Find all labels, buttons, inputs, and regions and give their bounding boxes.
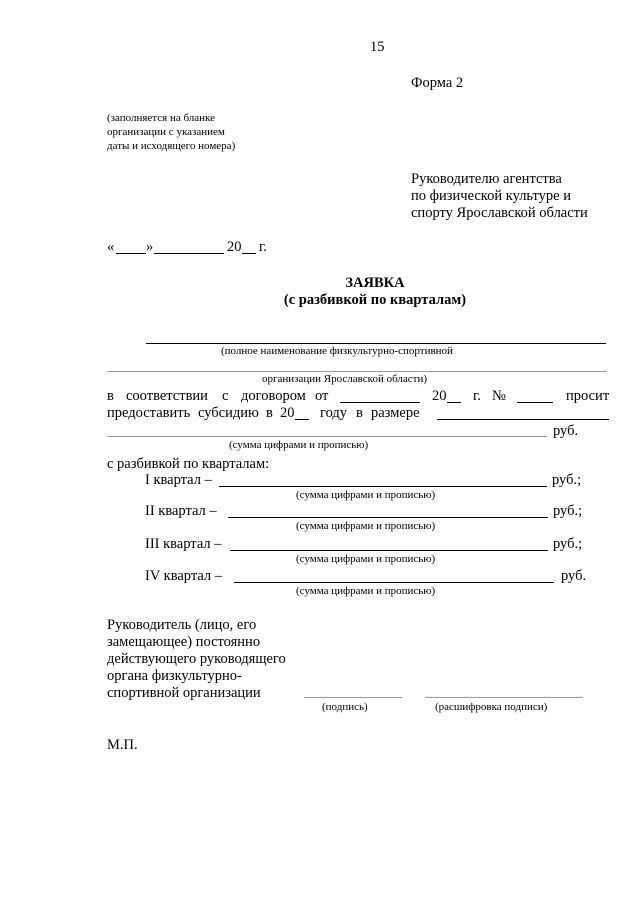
document-subtitle: (с разбивкой по кварталам) <box>283 292 467 308</box>
body-word: соответствии <box>126 388 208 404</box>
contract-number-field[interactable] <box>517 402 553 403</box>
recipient-line: спорту Ярославской области <box>411 205 588 221</box>
sum-caption: (сумма цифрами и прописью) <box>229 439 369 451</box>
body-word: от <box>315 388 329 404</box>
recipient-line: по физической культуре и <box>411 188 571 204</box>
quarter-amount-field[interactable] <box>230 550 548 551</box>
date-quote-open: « <box>107 239 115 255</box>
body-word: № <box>492 388 506 404</box>
quarter-caption: (сумма цифрами и прописью) <box>296 489 436 501</box>
quarter-label: II квартал – <box>145 503 217 519</box>
contract-date-field[interactable] <box>340 402 420 403</box>
body-word: с <box>222 388 229 404</box>
body-word: в <box>107 388 114 404</box>
subsidy-year-field[interactable] <box>295 419 309 420</box>
recipient-line: Руководителю агентства <box>411 171 562 187</box>
quarters-intro: с разбивкой по кварталам: <box>107 456 270 472</box>
letterhead-note-line: (заполняется на бланке <box>107 112 215 124</box>
quarter-amount-field[interactable] <box>234 582 554 583</box>
body-word: 20 <box>432 388 447 404</box>
year-prefix: 20 <box>227 239 242 255</box>
signatory-line: органа физкультурно- <box>107 668 242 684</box>
signature-caption: (подпись) <box>322 701 368 713</box>
document-title: ЗАЯВКА <box>345 275 405 291</box>
date-quote-close: » <box>146 239 154 255</box>
signatory-line: спортивной организации <box>107 685 261 701</box>
body-word: в <box>266 405 273 421</box>
stamp-label: М.П. <box>107 737 138 753</box>
rub-label: руб. <box>553 423 579 439</box>
quarter-amount-field[interactable] <box>219 486 547 487</box>
org-name-field[interactable] <box>146 343 606 344</box>
org-name-caption: организации Ярославской области) <box>262 373 428 385</box>
body-word: в <box>356 405 363 421</box>
year-suffix: г. <box>259 239 267 255</box>
body-word: субсидию <box>198 405 259 421</box>
org-name-caption: (полное наименование физкультурно-спортивной <box>221 345 453 357</box>
month-field[interactable] <box>154 253 224 254</box>
org-name-field-2[interactable] <box>107 371 607 372</box>
quarter-unit: руб.; <box>553 536 583 552</box>
body-word: году <box>320 405 348 421</box>
quarter-label: IV квартал – <box>145 568 223 584</box>
page-number: 15 <box>370 39 385 55</box>
signatory-line: действующего руководящего <box>107 651 286 667</box>
quarter-label: I квартал – <box>145 472 212 488</box>
quarter-unit: руб.; <box>553 503 583 519</box>
signatory-line: замещающее) постоянно <box>107 634 261 650</box>
subsidy-amount-field[interactable] <box>437 419 609 420</box>
quarter-caption: (сумма цифрами и прописью) <box>296 520 436 532</box>
day-field[interactable] <box>116 253 146 254</box>
year-field[interactable] <box>242 253 256 254</box>
decipher-caption: (расшифровка подписи) <box>435 701 548 713</box>
body-word: просит <box>566 388 610 404</box>
body-word: предоставить <box>107 405 191 421</box>
letterhead-note-line: даты и исходящего номера) <box>107 140 236 152</box>
subsidy-amount-words-field[interactable] <box>107 436 547 437</box>
signature-field[interactable] <box>304 697 402 698</box>
quarter-caption: (сумма цифрами и прописью) <box>296 553 436 565</box>
body-word: договором <box>241 388 306 404</box>
decipher-field[interactable] <box>425 697 583 698</box>
body-word: г. <box>473 388 481 404</box>
body-word: размере <box>371 405 420 421</box>
letterhead-note-line: организации с указанием <box>107 126 225 138</box>
signatory-line: Руководитель (лицо, его <box>107 617 257 633</box>
quarter-label: III квартал – <box>145 536 222 552</box>
quarter-unit: руб.; <box>552 472 582 488</box>
contract-year-field[interactable] <box>447 402 461 403</box>
quarter-unit: руб. <box>561 568 587 584</box>
form-label: Форма 2 <box>411 75 464 91</box>
quarter-amount-field[interactable] <box>228 517 548 518</box>
quarter-caption: (сумма цифрами и прописью) <box>296 585 436 597</box>
body-word: 20 <box>280 405 295 421</box>
